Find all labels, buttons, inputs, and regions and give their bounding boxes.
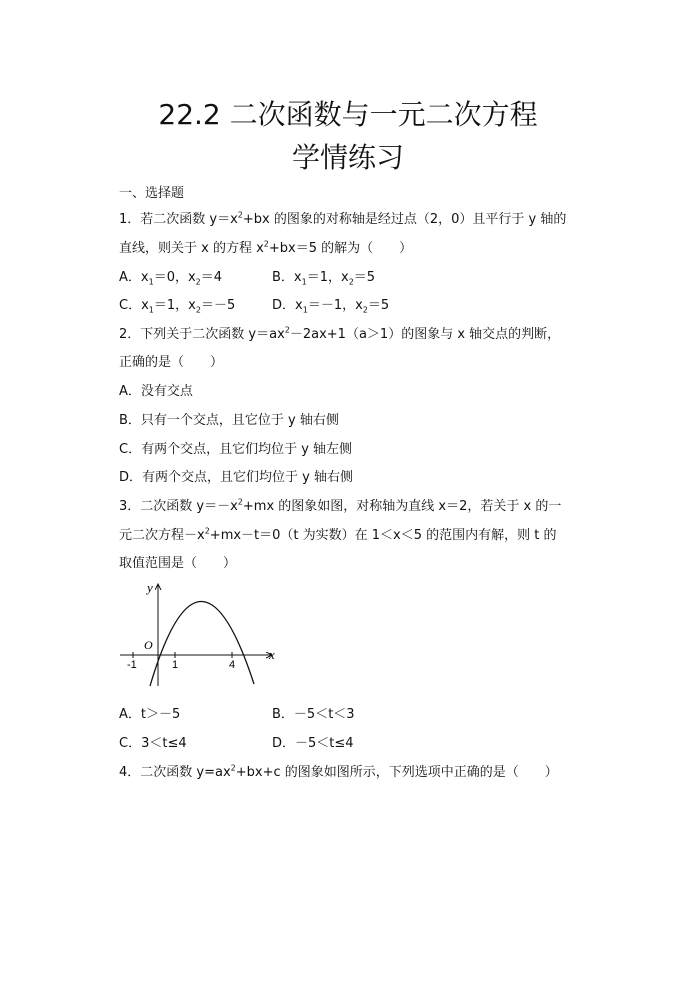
q2-stem-line2: 正确的是（ ） bbox=[119, 355, 224, 370]
q3-stem-line1: 3．二次函数 $y=-x^2+mx$ 的图象如图，对称轴为直线 x＝2，若关于 x 的一 bbox=[119, 497, 562, 514]
q2-stem-line1: 2．下列关于二次函数 $y=ax^2-2ax+1(a>1)$的图象与 x 轴交点的判断， bbox=[119, 325, 561, 342]
q1-option-b: B．$x_1=1$，$x_2=5$ bbox=[272, 270, 376, 287]
y-axis-label: y bbox=[147, 580, 153, 595]
q2-option-c: C．有两个交点，且它们均位于 y 轴左侧 bbox=[119, 442, 353, 457]
q3-option-b: B．－5＜t＜3 bbox=[272, 707, 355, 722]
tick-4-label: 4 bbox=[229, 659, 236, 671]
q2-option-a: A．没有交点 bbox=[119, 384, 193, 399]
q2-option-d: D．有两个交点，且它们均位于 y 轴右侧 bbox=[119, 470, 353, 485]
q3-option-c: C．3＜t≤4 bbox=[119, 736, 187, 751]
tick-1-label: 1 bbox=[172, 659, 179, 671]
title-line-2: 学情练习 bbox=[291, 141, 404, 174]
section-heading: 一、选择题 bbox=[119, 186, 185, 201]
q3-parabola-graph bbox=[120, 578, 280, 690]
origin-label: O bbox=[144, 638, 153, 652]
q1-stem-line1: 1．若二次函数 $y=x^2+bx$ 的图象的对称轴是经过点（2，0）且平行于 y 轴的 bbox=[119, 210, 567, 227]
q1-option-a: A．$x_1=0$，$x_2=4$ bbox=[119, 270, 223, 287]
q3-stem-line2: 元二次方程$-x^2+mx-t=0(t$ 为实数）在 1＜x＜5 的范围内有解，则 t 的 bbox=[119, 526, 557, 543]
q3-stem-line3: 取值范围是（ ） bbox=[119, 556, 237, 571]
q3-option-d: D．－5＜t≤4 bbox=[272, 736, 354, 751]
tick-neg1-label: -1 bbox=[127, 659, 137, 671]
q3-option-a: A．t＞－5 bbox=[119, 707, 181, 722]
x-axis-label: x bbox=[269, 647, 275, 662]
q4-stem: 4．二次函数 $y=ax^2+bx+c$ 的图象如图所示，下列选项中正确的是（ ） bbox=[119, 763, 558, 780]
q1-option-c: C．$x_1=1$，$x_2=-5$ bbox=[119, 298, 236, 315]
q1-option-d: D．$x_1=-1$，$x_2=5$ bbox=[272, 298, 390, 315]
q1-stem-line2: 直线，则关于 x 的方程 $x^2+bx=5$ 的解为（ ） bbox=[119, 239, 413, 256]
parabola-curve bbox=[150, 601, 254, 686]
title-line-1: 22.2 二次函数与一元二次方程 bbox=[158, 98, 538, 131]
q2-option-b: B．只有一个交点，且它位于 y 轴右侧 bbox=[119, 413, 339, 428]
